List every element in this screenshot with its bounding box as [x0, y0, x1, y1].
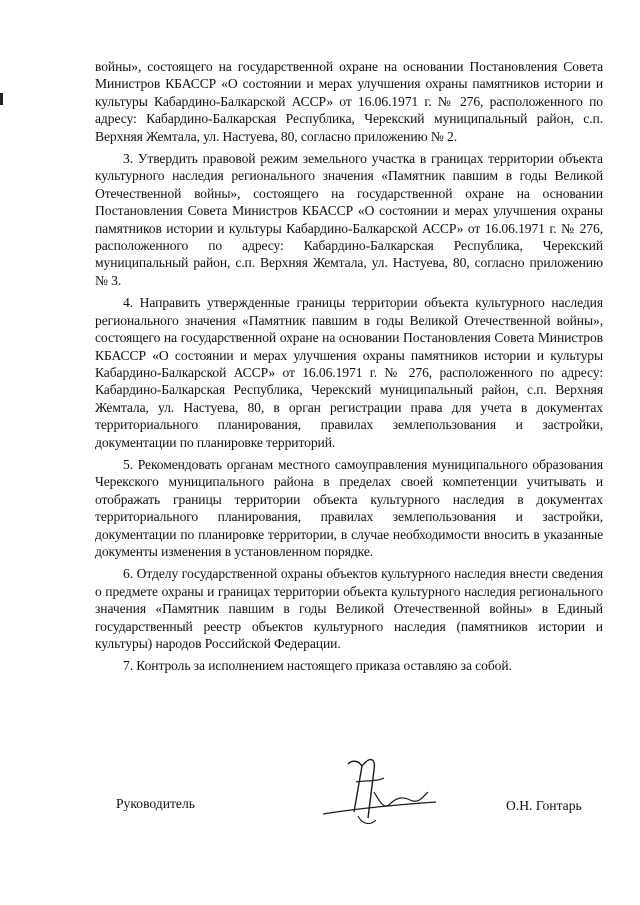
document-body — [95, 58, 603, 680]
signature-block — [0, 748, 640, 838]
paragraph-item-7: 7. Контроль за исполнением настоящего приказа оставляю за собой. — [123, 658, 512, 674]
signer-name: О.Н. Гонтарь — [506, 798, 582, 813]
paragraph-item-6: 6. Отделу государственной охраны объектов культурного наследия внести сведения о предмете охраны и границах территории объекта культурного наследия регионального значения «Памятник павшим в годы Великой Отечественной войны» в Единый государственный реестр объектов культурного наследия (памятников истории и культуры) народов Российской Федерации. — [95, 566, 603, 651]
scan-margin-mark — [0, 93, 3, 105]
signer-role: Руководитель — [116, 796, 195, 811]
paragraph-item-5: 5. Рекомендовать органам местного самоуправления муниципального образования Черекского муниципального района в пределах своей компетенции учитывать и отображать границы территории объекта культурного наследия в документах территориального планирования, правилах землепользования и застройки, документации по планировке территории, в случае необходимости вносить в указанные документы изменения в установленном порядке. — [95, 456, 603, 559]
paragraph-item-4: 4. Направить утвержденные границы территории объекта культурного наследия регионального значения «Памятник павшим в годы Великой Отечественной войны», состоящего на государственной охране на основании Постановления Совета Министров КБАССР «О состоянии и мерах улучшения охраны памятников истории и культуры Кабардино-Балкарской АССР» от 16.06.1971 г. № 276, расположенного по адресу: Кабардино-Балкарская Республика, Черекский муниципальный район, с.п. Верхняя Жемтала, ул. Настуева, 80, в орган регистрации права для учета в документах территориального планирования, правилах землепользования и застройки, документации по планировке территорий. — [95, 295, 603, 450]
paragraph-continuation: войны», состоящего на государственной охране на основании Постановления Совета Министров КБАССР «О состоянии и мерах улучшения охраны памятников истории и культуры Кабардино-Балкарской АССР» от 16.06.1971 г. № 276, расположенного по адресу: Кабардино-Балкарская Республика, Черекский муниципальный район, с.п. Верхняя Жемтала, ул. Настуева, 80, согласно приложению № 2. — [95, 59, 603, 144]
handwritten-signature — [318, 752, 448, 832]
paragraph-item-3: 3. Утвердить правовой режим земельного участка в границах территории объекта культурного наследия регионального значения «Памятник павшим в годы Великой Отечественной войны», состоящего на государственной охране на основании Постановления Совета Министров КБАССР «О состоянии и мерах улучшения охраны памятников истории и культуры Кабардино-Балкарской АССР» от 16.06.1971 г. № 276, расположенного по адресу: Кабардино-Балкарская Республика, Черекский муниципальный район, с.п. Верхняя Жемтала, ул. Настуева, 80, согласно приложению № 3. — [95, 151, 603, 288]
